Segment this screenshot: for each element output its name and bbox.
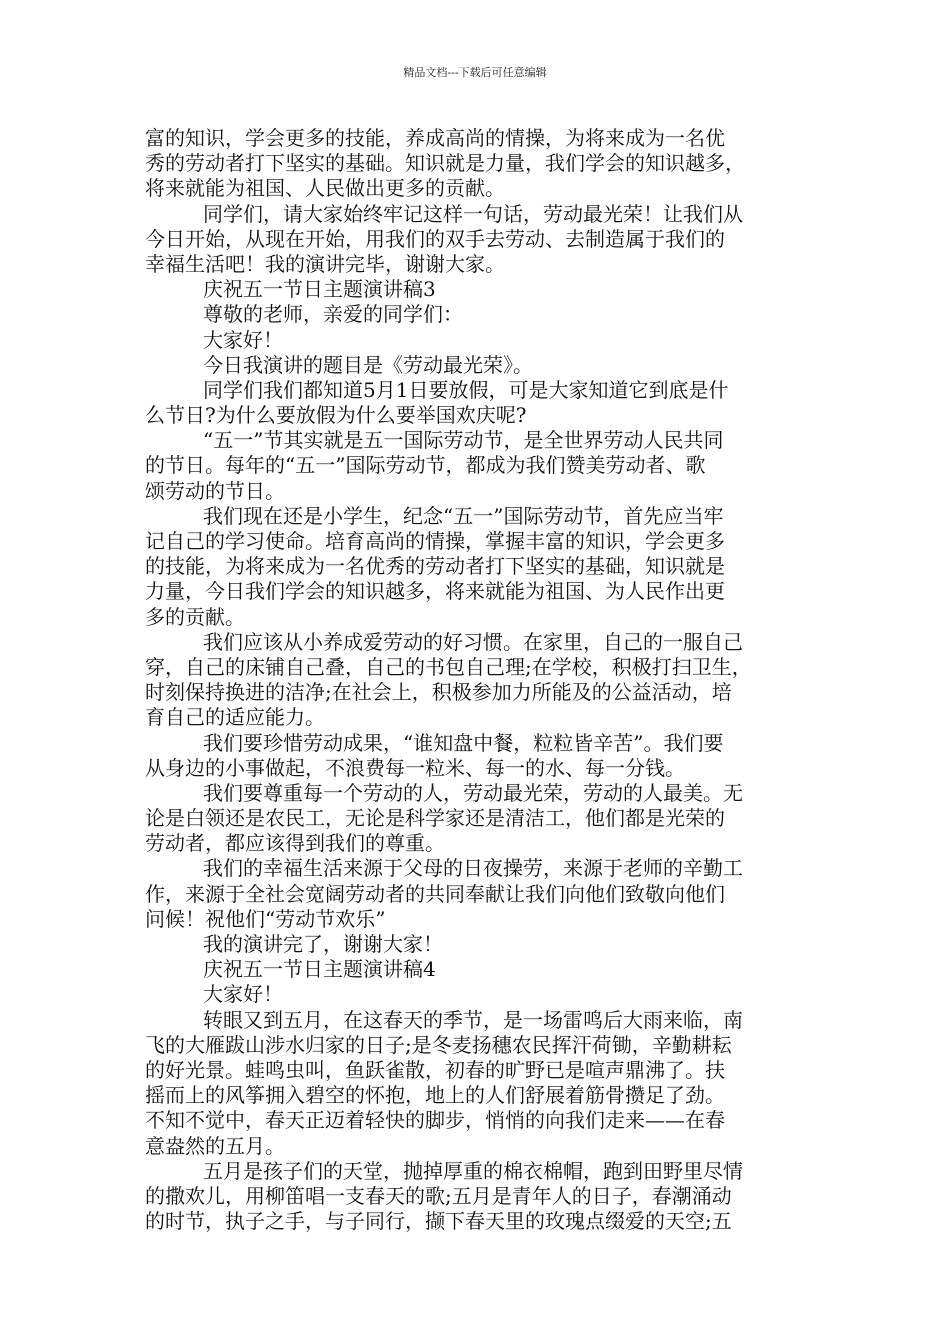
text-line: 今日我演讲的题目是《劳动最光荣》。 [203, 352, 533, 377]
text-line: 作，来源于全社会宽阔劳动者的共同奉献让我们向他们致敬向他们 [145, 881, 725, 906]
text-line: 庆祝五一节日主题演讲稿3 [203, 277, 436, 302]
text-line: 幸福生活吧！我的演讲完毕，谢谢大家。 [145, 251, 505, 276]
text-line: 今日开始，从现在开始，用我们的双手去劳动、去制造属于我们的 [145, 226, 725, 251]
text-line: 摇而上的风筝拥入碧空的怀抱，地上的人们舒展着筋骨攒足了劲。 [145, 1083, 725, 1108]
text-line: 我们要珍惜劳动成果，“谁知盘中餐，粒粒皆辛苦”。我们要 [203, 730, 724, 755]
text-line: 多的贡献。 [145, 604, 245, 629]
text-line: 飞的大雁跋山涉水归家的日子;是冬麦扬穗农民挥汗荷锄，辛勤耕耘 [145, 1032, 732, 1057]
text-line: 不知不觉中，春天正迈着轻快的脚步，悄悄的向我们走来——在春 [145, 1108, 725, 1133]
text-line: 的时节，执子之手，与子同行，撷下春天里的玫瑰点缀爱的天空;五 [145, 1209, 732, 1234]
text-line: 同学们我们都知道5月1日要放假，可是大家知道它到底是什 [203, 377, 729, 402]
text-line: 的好光景。蛙鸣虫叫，鱼跃雀散，初春的旷野已是喧声鼎沸了。扶 [145, 1057, 725, 1082]
text-line: 的撒欢儿，用柳笛唱一支春天的歌;五月是青年人的日子，春潮涌动 [145, 1183, 732, 1208]
page-header: 精品文档---下载后可任意编辑 [403, 66, 547, 79]
text-line: 秀的劳动者打下坚实的基础。知识就是力量，我们学会的知识越多， [145, 151, 745, 176]
text-line: 我们现在还是小学生，纪念“五一”国际劳动节，首先应当牢 [203, 503, 724, 528]
text-line: 论是白领还是农民工，无论是科学家还是清洁工，他们都是光荣的 [145, 806, 725, 831]
text-line: 富的知识，学会更多的技能，养成高尚的情操，为将来成为一名优 [145, 126, 725, 150]
text-line: 将来就能为祖国、人民做出更多的贡献。 [145, 176, 505, 201]
text-line: 庆祝五一节日主题演讲稿4 [203, 957, 436, 982]
text-line: 尊敬的老师，亲爱的同学们： [203, 302, 463, 327]
text-line: 穿，自己的床铺自己叠，自己的书包自己理;在学校，积极打扫卫生， [145, 654, 752, 679]
text-line: 五月是孩子们的天堂，抛掉厚重的棉衣棉帽，跑到田野里尽情 [203, 1158, 743, 1183]
text-line: 从身边的小事做起，不浪费每一粒米、每一的水、每一分钱。 [145, 755, 685, 780]
text-line: 颂劳动的节日。 [145, 478, 285, 503]
document-body [145, 126, 810, 1234]
text-line: 我们要尊重每一个劳动的人，劳动最光荣，劳动的人最美。无 [203, 780, 743, 805]
text-line: 大家好！ [203, 982, 283, 1007]
text-line: 时刻保持换进的洁净;在社会上，积极参加力所能及的公益活动，培 [145, 680, 732, 705]
text-line: 的技能，为将来成为一名优秀的劳动者打下坚实的基础，知识就是 [145, 554, 725, 579]
text-line: 么节日?为什么要放假为什么要举国欢庆呢? [145, 403, 527, 428]
text-line: 问候！祝他们“劳动节欢乐” [145, 906, 386, 931]
text-line: 我们的幸福生活来源于父母的日夜操劳，来源于老师的辛勤工 [203, 856, 743, 881]
text-line: 的节日。每年的“五一”国际劳动节，都成为我们赞美劳动者、歌 [145, 453, 706, 478]
text-line: 我的演讲完了，谢谢大家！ [203, 932, 443, 956]
text-line: 同学们，请大家始终牢记这样一句话，劳动最光荣！让我们从 [203, 201, 743, 226]
text-line: 我们应该从小养成爱劳动的好习惯。在家里，自己的一服自己 [203, 629, 743, 654]
text-line: “五一”节其实就是五一国际劳动节，是全世界劳动人民共同 [203, 428, 724, 453]
text-line: 大家好！ [203, 327, 283, 352]
text-line: 育自己的适应能力。 [145, 705, 325, 730]
text-line: 意盎然的五月。 [145, 1133, 285, 1158]
text-line: 转眼又到五月，在这春天的季节，是一场雷鸣后大雨来临，南 [203, 1007, 743, 1032]
text-line: 记自己的学习使命。培育高尚的情操，掌握丰富的知识，学会更多 [145, 529, 725, 553]
text-line: 力量，今日我们学会的知识越多，将来就能为祖国、为人民作出更 [145, 579, 725, 604]
text-line: 劳动者，都应该得到我们的尊重。 [145, 831, 445, 856]
